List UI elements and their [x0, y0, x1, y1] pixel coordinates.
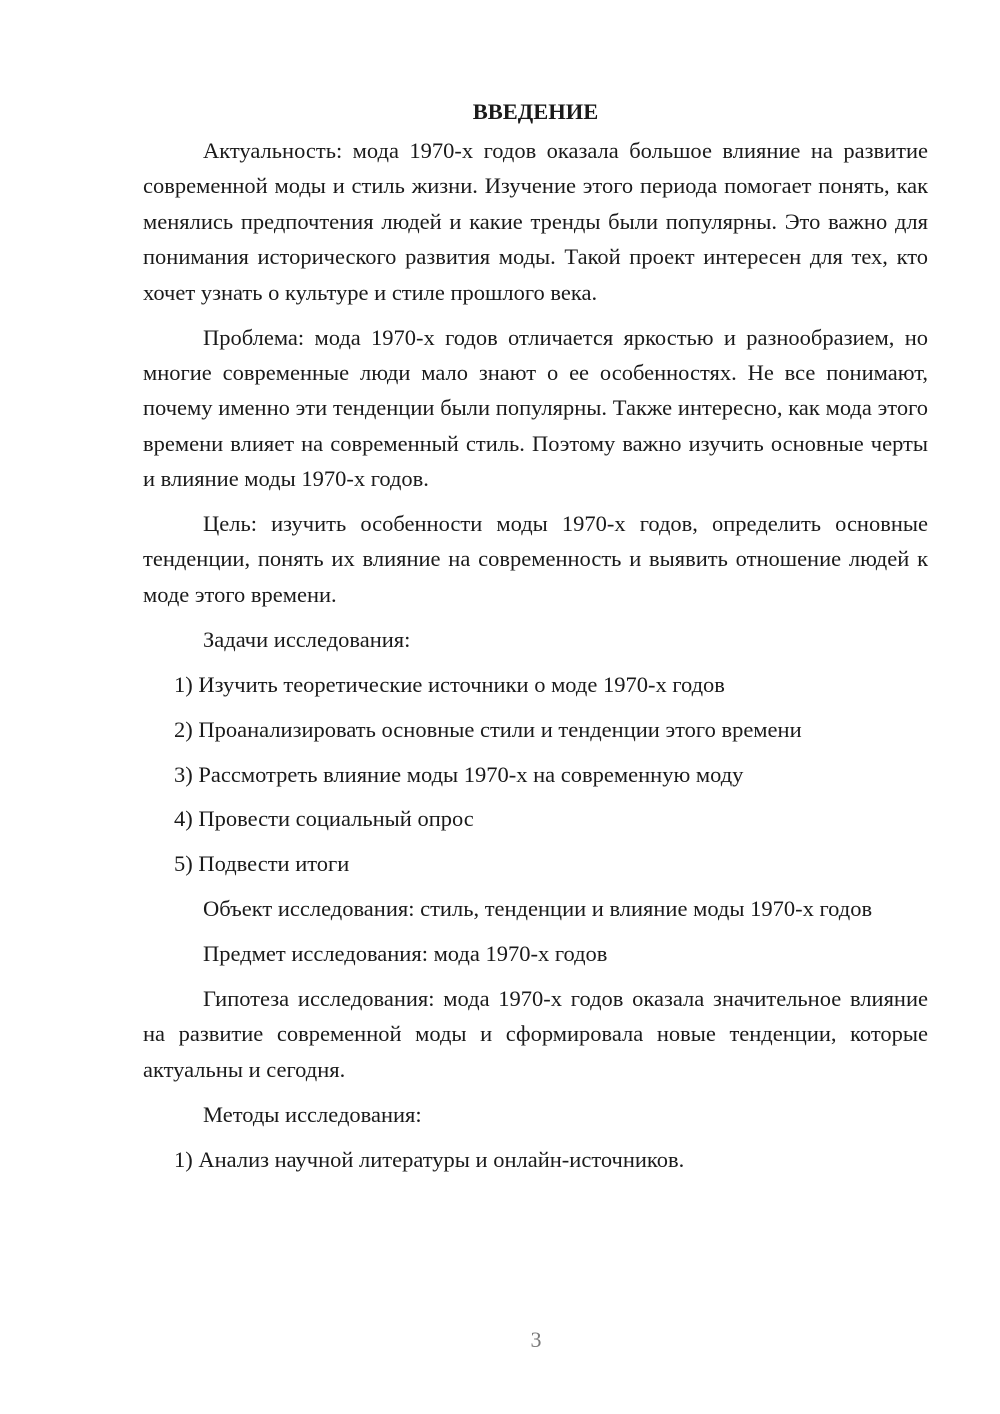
- methods-heading: Методы исследования:: [203, 1101, 422, 1127]
- section-title: ВВЕДЕНИЕ: [472, 99, 599, 124]
- hypothesis-paragraph: Гипотеза исследования: мода 1970-х годов оказала значительное влияние на развитие современной моды и сформировала новые тенденции, которые актуальны и сегодня.: [143, 986, 928, 1082]
- methods-list: [143, 1142, 928, 1177]
- tasks-list: [143, 667, 928, 882]
- list-item: 5) Подвести итоги: [174, 851, 350, 877]
- tasks-heading: Задачи исследования:: [203, 626, 411, 652]
- page-number: 3: [530, 1327, 542, 1352]
- goal-paragraph: Цель: изучить особенности моды 1970-х годов, определить основные тенденции, понять их влияние на современность и выявить отношение людей к моде этого времени.: [143, 511, 928, 607]
- list-item: 1) Анализ научной литературы и онлайн-источников.: [174, 1146, 685, 1172]
- page-content: [143, 94, 928, 1187]
- object-paragraph: Объект исследования: стиль, тенденции и влияние моды 1970-х годов: [203, 896, 873, 922]
- relevance-paragraph: Актуальность: мода 1970-х годов оказала большое влияние на развитие современной моды и стиль жизни. Изучение этого периода помогает понять, как менялись предпочтения людей и какие тренды были популярны. Это важно для понимания исторического развития моды. Такой проект интересен для тех, кто хочет узнать о культуре и стиле прошлого века.: [143, 138, 928, 305]
- list-item: 2) Проанализировать основные стили и тенденции этого времени: [174, 716, 802, 742]
- subject-paragraph: Предмет исследования: мода 1970-х годов: [203, 941, 608, 967]
- list-item: 3) Рассмотреть влияние моды 1970-х на современную моду: [174, 761, 744, 787]
- list-item: 4) Провести социальный опрос: [174, 806, 474, 832]
- list-item: 1) Изучить теоретические источники о моде 1970-х годов: [174, 671, 725, 697]
- problem-paragraph: Проблема: мода 1970-х годов отличается яркостью и разнообразием, но многие современные люди мало знают о ее особенностях. Не все понимают, почему именно эти тенденции были популярны. Также интересно, как мода этого времени влияет на современный стиль. Поэтому важно изучить основные черты и влияние моды 1970-х годов.: [143, 324, 928, 492]
